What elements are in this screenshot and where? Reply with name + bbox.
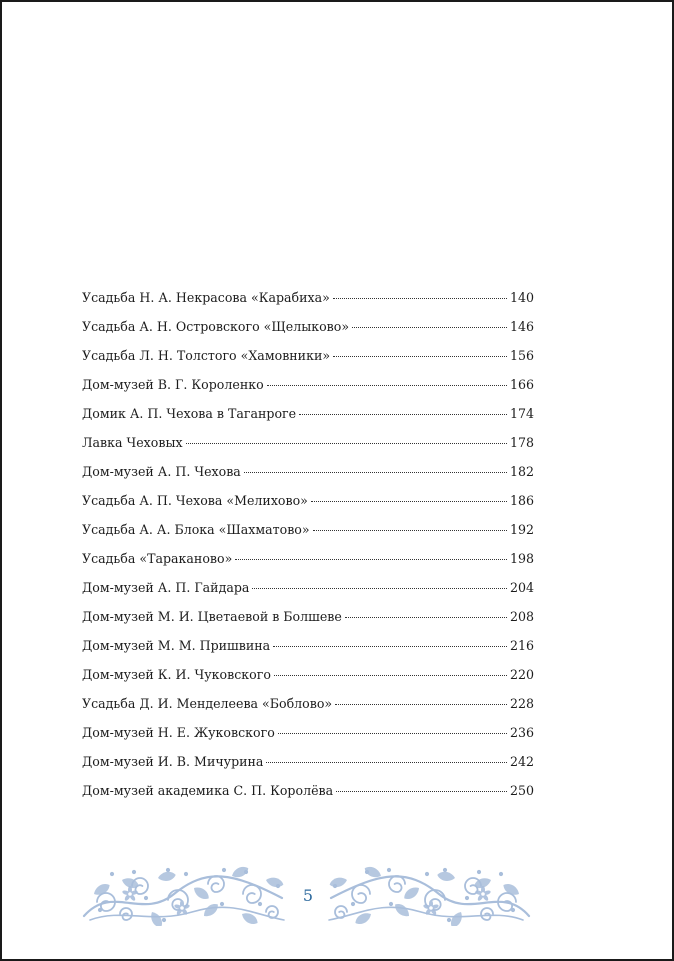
toc-entry: [82, 348, 534, 377]
floral-ornament-left-icon: [82, 864, 287, 926]
toc-entry-page: 236: [509, 725, 534, 740]
toc-entry: [82, 696, 534, 725]
toc-entry-page: 166: [509, 377, 534, 392]
toc-entry-title: Усадьба Д. И. Менделеева «Боблово»: [82, 696, 333, 711]
toc-entry-title: Усадьба А. А. Блока «Шахматово»: [82, 522, 310, 537]
dot-leader: [313, 530, 507, 531]
dot-leader: [299, 414, 507, 415]
dot-leader: [274, 675, 507, 676]
dot-leader: [252, 588, 507, 589]
dot-leader: [336, 791, 507, 792]
toc-entry: [82, 551, 534, 580]
toc-entry-title: Дом-музей А. П. Чехова: [82, 464, 241, 479]
floral-ornament-right-icon: [326, 864, 531, 926]
dot-leader: [345, 617, 507, 618]
toc-entry-title: Усадьба «Тараканово»: [82, 551, 233, 566]
toc-entry: [82, 435, 534, 464]
dot-leader: [267, 385, 507, 386]
toc-entry-title: Дом-музей М. М. Пришвина: [82, 638, 271, 653]
toc-entry-title: Дом-музей Н. Е. Жуковского: [82, 725, 275, 740]
toc-entry-page: 182: [509, 464, 534, 479]
toc-entry-page: 198: [509, 551, 534, 566]
dot-leader: [278, 733, 507, 734]
toc-entry-page: 186: [509, 493, 534, 508]
toc-entry-title: Усадьба А. Н. Островского «Щелыково»: [82, 319, 350, 334]
toc-entry-page: 174: [509, 406, 534, 421]
toc-entry: [82, 667, 534, 696]
toc-entry: [82, 609, 534, 638]
toc-entry-page: 242: [509, 754, 534, 769]
toc-entry-title: Дом-музей М. И. Цветаевой в Болшеве: [82, 609, 342, 624]
page-number: 5: [302, 886, 314, 905]
toc-entry: [82, 522, 534, 551]
table-of-contents: [82, 290, 534, 812]
dot-leader: [352, 327, 507, 328]
dot-leader: [333, 356, 507, 357]
dot-leader: [186, 443, 507, 444]
toc-entry-page: 220: [509, 667, 534, 682]
dot-leader: [335, 704, 507, 705]
toc-entry: [82, 580, 534, 609]
toc-entry: [82, 377, 534, 406]
dot-leader: [273, 646, 507, 647]
toc-entry-page: 228: [509, 696, 534, 711]
toc-entry-page: 146: [509, 319, 534, 334]
toc-entry: [82, 319, 534, 348]
toc-entry: [82, 754, 534, 783]
toc-entry-page: 208: [509, 609, 534, 624]
toc-entry-title: Дом-музей В. Г. Короленко: [82, 377, 264, 392]
toc-entry-page: 250: [509, 783, 534, 798]
toc-entry-title: Дом-музей К. И. Чуковского: [82, 667, 271, 682]
toc-entry-title: Дом-музей А. П. Гайдара: [82, 580, 250, 595]
toc-entry-page: 156: [509, 348, 534, 363]
toc-entry-title: Дом-музей академика С. П. Королёва: [82, 783, 334, 798]
dot-leader: [333, 298, 507, 299]
toc-entry-title: Лавка Чеховых: [82, 435, 183, 450]
toc-entry-title: Дом-музей И. В. Мичурина: [82, 754, 264, 769]
toc-entry-page: 140: [509, 290, 534, 305]
toc-entry-page: 204: [509, 580, 534, 595]
dot-leader: [244, 472, 507, 473]
toc-entry: [82, 290, 534, 319]
dot-leader: [266, 762, 507, 763]
dot-leader: [235, 559, 507, 560]
toc-entry-page: 178: [509, 435, 534, 450]
toc-entry: [82, 638, 534, 667]
toc-entry: [82, 493, 534, 522]
toc-entry: [82, 464, 534, 493]
toc-entry: [82, 725, 534, 754]
toc-entry-title: Усадьба Л. Н. Толстого «Хамовники»: [82, 348, 331, 363]
toc-entry-page: 192: [509, 522, 534, 537]
toc-entry-title: Усадьба А. П. Чехова «Мелихово»: [82, 493, 308, 508]
toc-entry: [82, 783, 534, 812]
dot-leader: [311, 501, 507, 502]
toc-entry: [82, 406, 534, 435]
toc-entry-title: Домик А. П. Чехова в Таганроге: [82, 406, 297, 421]
toc-entry-page: 216: [509, 638, 534, 653]
toc-entry-title: Усадьба Н. А. Некрасова «Карабиха»: [82, 290, 330, 305]
